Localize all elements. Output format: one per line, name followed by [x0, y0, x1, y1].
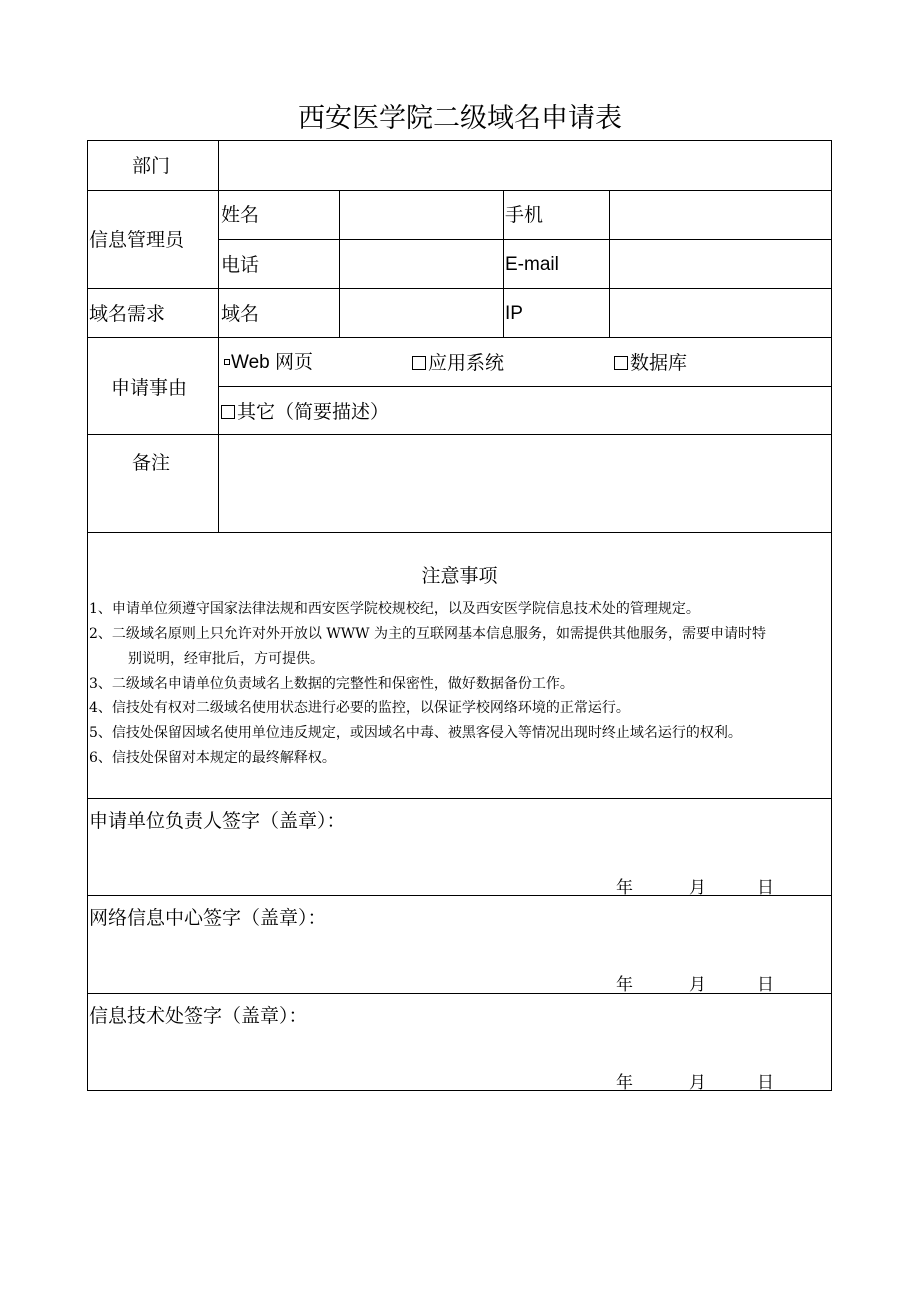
- date-year: 年: [616, 1073, 633, 1093]
- mobile-label: 手机: [505, 204, 544, 226]
- phone-label: 电话: [221, 254, 260, 276]
- date-month: 月: [689, 878, 706, 898]
- row-divider: [87, 337, 832, 338]
- ip-label: IP: [505, 303, 523, 324]
- mobile-field[interactable]: [611, 191, 831, 239]
- department-label: 部门: [132, 155, 171, 177]
- option-other-label: 其它（简要描述）: [237, 401, 390, 423]
- option-web-label: Web 网页: [231, 352, 314, 373]
- date-year: 年: [616, 878, 633, 898]
- notice-item: 4、信技处有权对二级域名使用状态进行必要的监控，以保证学校网络环境的正常运行。: [89, 700, 630, 716]
- date-year: 年: [616, 975, 633, 995]
- col-divider: [609, 190, 610, 337]
- notice-title: 注意事项: [421, 565, 498, 587]
- domain-label: 域名: [221, 303, 260, 325]
- notice-item: 5、信技处保留因域名使用单位违反规定，或因域名中毒、被黑客侵入等情况出现时终止域名运行的权利。: [89, 725, 742, 741]
- option-web[interactable]: [224, 352, 313, 374]
- admin-label: 信息管理员: [89, 229, 185, 251]
- row-divider: [219, 386, 832, 387]
- col-divider: [218, 140, 219, 532]
- email-label: E-mail: [505, 254, 559, 275]
- date-day: 日: [757, 878, 774, 898]
- option-db[interactable]: [614, 352, 687, 374]
- signature-network-center-field[interactable]: [88, 896, 831, 993]
- checkbox-icon[interactable]: [412, 356, 426, 370]
- name-label: 姓名: [221, 204, 260, 226]
- signature-applicant-field[interactable]: [88, 799, 831, 895]
- email-field[interactable]: [611, 240, 831, 288]
- date-day: 日: [757, 1073, 774, 1093]
- option-app-label: 应用系统: [428, 352, 505, 374]
- checkbox-icon[interactable]: [224, 359, 230, 365]
- col-divider: [503, 190, 504, 337]
- domain-requirement-label: 域名需求: [89, 303, 166, 325]
- col-divider: [339, 190, 340, 337]
- phone-field[interactable]: [341, 240, 503, 288]
- notice-item: 3、二级域名申请单位负责域名上数据的完整性和保密性，做好数据备份工作。: [89, 676, 574, 692]
- option-app[interactable]: [412, 352, 504, 374]
- signature-network-center-label: 网络信息中心签字（盖章）：: [89, 907, 327, 929]
- notice-item: 1、申请单位须遵守国家法律法规和西安医学院校规校纪，以及西安医学院信息技术处的管理规定。: [89, 601, 700, 617]
- option-other[interactable]: [221, 401, 389, 423]
- date-day: 日: [757, 975, 774, 995]
- date-month: 月: [689, 1073, 706, 1093]
- reason-label: 申请事由: [111, 377, 188, 399]
- remarks-label: 备注: [132, 452, 171, 474]
- checkbox-icon[interactable]: [614, 356, 628, 370]
- domain-field[interactable]: [341, 289, 503, 337]
- signature-it-office-field[interactable]: [88, 994, 831, 1090]
- department-field[interactable]: [220, 141, 831, 190]
- form-title: 西安医学院二级域名申请表: [298, 103, 622, 134]
- remarks-field[interactable]: [220, 435, 831, 532]
- notice-item: 2、二级域名原则上只允许对外开放以 WWW 为主的互联网基本信息服务，如需提供其他服务，需要申请时特: [89, 626, 766, 642]
- signature-applicant-label: 申请单位负责人签字（盖章）：: [89, 810, 346, 832]
- notice-item: 别说明，经审批后，方可提供。: [128, 651, 324, 667]
- row-divider: [87, 532, 832, 533]
- date-month: 月: [689, 975, 706, 995]
- signature-it-office-label: 信息技术处签字（盖章）：: [89, 1005, 308, 1027]
- option-db-label: 数据库: [630, 352, 688, 374]
- notice-item: 6、信技处保留对本规定的最终解释权。: [89, 750, 336, 766]
- name-field[interactable]: [341, 191, 503, 239]
- ip-field[interactable]: [611, 289, 831, 337]
- checkbox-icon[interactable]: [221, 405, 235, 419]
